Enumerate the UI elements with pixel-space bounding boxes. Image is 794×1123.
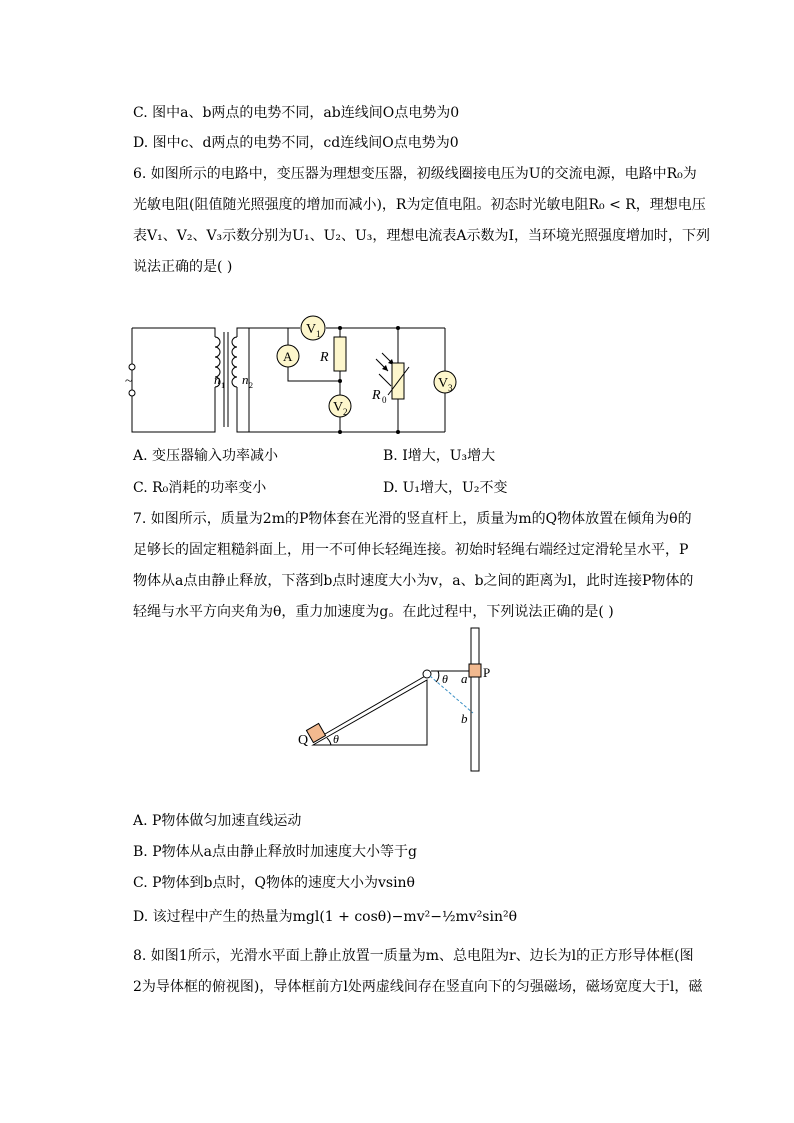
q7-stem-line-4: 轻绳与水平方向夹角为θ，重力加速度为g。在此过程中，下列说法正确的是( ) xyxy=(133,604,614,620)
voltmeter-v2 xyxy=(329,395,351,417)
n2-label: n xyxy=(242,372,249,387)
svg-text:V: V xyxy=(333,400,344,415)
q6-option-c: C. R₀消耗的功率变小 xyxy=(133,480,267,496)
svg-text:1: 1 xyxy=(316,329,321,339)
resistor-r xyxy=(319,337,346,371)
q7-stem-line-2: 足够长的固定粗糙斜面上，用一不可伸长轻绳连接。初始时轻绳右端经过定滑轮呈水平，P xyxy=(133,542,689,558)
q7-option-d: D. 该过程中产生的热量为mgl(1 + cosθ)−mv²−½mv²sin²θ xyxy=(133,909,518,925)
svg-text:V: V xyxy=(438,376,449,391)
voltmeter-v1 xyxy=(301,316,325,340)
q6-stem-line-3: 表V₁、V₂、V₃示数分别为U₁、U₂、U₃，理想电流表A示数为I，当环境光照强度增加时，下列 xyxy=(133,228,711,244)
q7-option-c: C. P物体到b点时，Q物体的速度大小为vsinθ xyxy=(133,875,415,891)
q7-option-b: B. P物体从a点由静止释放时加速度大小等于g xyxy=(133,844,417,860)
n1-label: n xyxy=(214,372,221,387)
q6-stem-line-2: 光敏电阻(阻值随光照强度的增加而减小)，R为定值电阻。初态时光敏电阻R₀ < R，理想电压 xyxy=(133,197,706,213)
q8-stem-line-1: 8. 如图1所示，光滑水平面上静止放置一质量为m、总电阻为r、边长为l的正方形导体框(图 xyxy=(133,948,694,964)
q6-option-a: A. 变压器输入功率减小 xyxy=(133,448,279,464)
q8-stem-line-2: 2为导体框的俯视图)，导体框前方l处两虚线间存在竖直向下的匀强磁场，磁场宽度大于l，磁 xyxy=(133,979,703,995)
q5-option-d: D. 图中c、d两点的电势不同，cd连线间O点电势为0 xyxy=(133,135,459,151)
label-theta-pulley: θ xyxy=(442,672,448,686)
q7-incline-diagram xyxy=(295,625,495,775)
q6-stem-line-4: 说法正确的是( ) xyxy=(133,259,233,275)
svg-text:R: R xyxy=(320,350,329,365)
q7-stem-line-1: 7. 如图所示，质量为2m的P物体套在光滑的竖直杆上，质量为m的Q物体放置在倾角为θ的 xyxy=(133,511,692,527)
q7-stem-line-3: 物体从a点由静止释放，下落到b点时速度大小为v，a、b之间的距离为l，此时连接P物体的 xyxy=(133,573,694,589)
label-theta-incline: θ xyxy=(333,732,339,746)
q6-circuit-diagram xyxy=(120,315,460,440)
svg-text:0: 0 xyxy=(382,395,387,405)
q7-option-a: A. P物体做匀加速直线运动 xyxy=(133,813,302,829)
q6-option-b: B. I增大，U₃增大 xyxy=(383,448,496,464)
block-p xyxy=(469,664,481,677)
label-p: P xyxy=(483,665,491,680)
n1-subscript: 1 xyxy=(221,381,225,390)
photoresistor-r0 xyxy=(371,363,409,405)
voltmeter-v3 xyxy=(434,371,456,393)
svg-text:A: A xyxy=(283,349,293,364)
q5-option-c: C. 图中a、b两点的电势不同，ab连线间O点电势为0 xyxy=(133,105,460,121)
svg-text:3: 3 xyxy=(448,383,453,393)
label-q: Q xyxy=(298,733,309,748)
svg-text:V: V xyxy=(306,322,317,337)
ammeter-a xyxy=(277,345,299,367)
n2-subscript: 2 xyxy=(249,381,253,390)
svg-text:2: 2 xyxy=(343,407,348,417)
q6-option-d: D. U₁增大，U₂不变 xyxy=(383,480,508,496)
label-a: a xyxy=(461,671,468,686)
ac-source-symbol: ~ xyxy=(125,374,133,389)
q6-stem-line-1: 6. 如图所示的电路中，变压器为理想变压器，初级线圈接电压为U的交流电源，电路中R₀为 xyxy=(133,166,697,182)
svg-text:R: R xyxy=(372,388,381,403)
label-b: b xyxy=(461,711,468,726)
